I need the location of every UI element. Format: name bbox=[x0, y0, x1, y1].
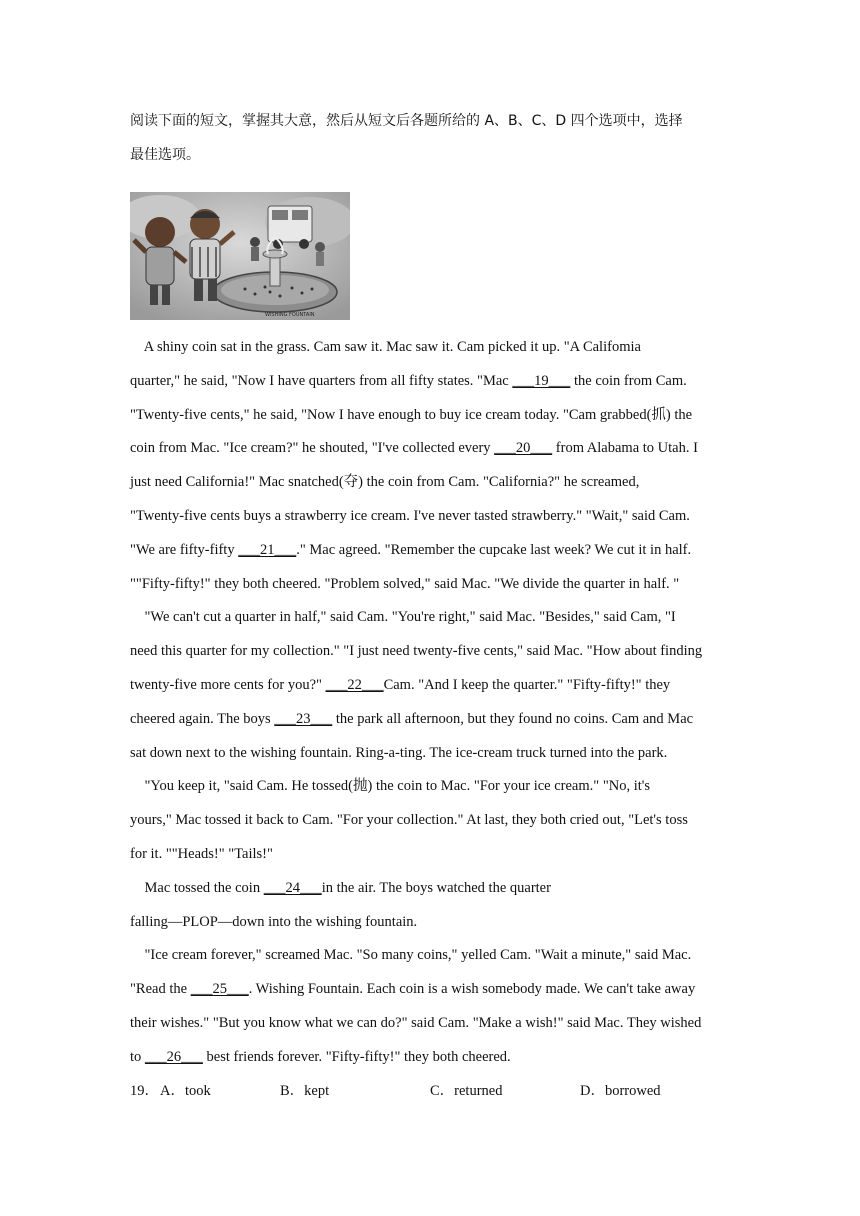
passage-text: "Ice cream forever," screamed Mac. "So many coins," yelled Cam. "Wait a minute," said Mac. bbox=[130, 947, 692, 964]
option-b: B．kept bbox=[280, 1083, 330, 1099]
passage-text: "You keep it, "said Cam. He tossed(抛) the coin to Mac. "For your ice cream." "No, it's bbox=[130, 778, 651, 795]
passage-line bbox=[130, 945, 691, 965]
passage-text: quarter," he said, "Now I have quarters from all fifty states. "Mac bbox=[130, 372, 513, 389]
answer-blank: ___24___ bbox=[263, 879, 322, 896]
passage-text: best friends forever. "Fifty-fifty!" they both cheered. bbox=[202, 1048, 511, 1065]
passage-text: coin from Mac. "Ice cream?" he shouted, "I've collected every bbox=[130, 440, 495, 457]
passage-line bbox=[130, 438, 698, 458]
answer-blank: ___26___ bbox=[144, 1048, 203, 1065]
passage-line bbox=[130, 506, 690, 526]
passage-text: . Wishing Fountain. Each coin is a wish somebody made. We can't take away bbox=[248, 981, 696, 998]
passage-text: "Twenty-five cents," he said, "Now I have enough to buy ice cream today. "Cam grabbed(抓) the bbox=[130, 406, 693, 423]
answer-blank: ___21___ bbox=[238, 541, 297, 558]
option-a: A．took bbox=[160, 1083, 211, 1099]
passage-text: Mac tossed the coin bbox=[130, 879, 264, 896]
passage-line bbox=[130, 1013, 701, 1033]
passage-line bbox=[130, 675, 670, 695]
passage-text: ." Mac agreed. "Remember the cupcake last week? We cut it in half. bbox=[296, 541, 692, 558]
answer-blank: ___22___ bbox=[325, 677, 384, 693]
option-c: C．returned bbox=[430, 1083, 503, 1099]
passage-text: need this quarter for my collection." "I just need twenty-five cents," said Mac. "How about finding bbox=[130, 643, 703, 660]
passage-line bbox=[130, 709, 693, 729]
passage-text: just need California!" Mac snatched(夺) the coin from Cam. "California?" he screamed, bbox=[130, 474, 640, 491]
instruction-line-1: 阅读下面的短文，掌握其大意，然后从短文后各题所给的 A、B、C、D 四个选项中，选择 bbox=[130, 113, 683, 129]
passage-text: their wishes." "But you know what we can do?" said Cam. "Make a wish!" said Mac. They wished bbox=[130, 1015, 702, 1031]
passage-line bbox=[130, 743, 667, 763]
passage-text: for it. ""Heads!" "Tails!" bbox=[130, 846, 273, 862]
passage-text: Cam. "And I keep the quarter." "Fifty-fifty!" they bbox=[383, 677, 671, 693]
passage-line bbox=[130, 337, 641, 357]
passage-line bbox=[130, 641, 702, 661]
passage-line bbox=[130, 810, 688, 830]
passage-text: to bbox=[130, 1048, 145, 1065]
passage-text: "We can't cut a quarter in half," said Cam. "You're right," said Mac. "Besides," said Cam, "I bbox=[130, 609, 676, 626]
passage-text: "We are fifty-fifty bbox=[130, 541, 239, 558]
passage-text: from Alabama to Utah. I bbox=[552, 440, 698, 457]
passage-text: cheered again. The boys bbox=[130, 710, 275, 727]
passage-text: ""Fifty-fifty!" they both cheered. "Problem solved," said Mac. "We divide the quarter in half. " bbox=[130, 575, 680, 592]
passage-line bbox=[130, 912, 417, 932]
passage-line bbox=[130, 776, 650, 796]
passage-line bbox=[130, 1047, 511, 1067]
illustration-boys-wishing-fountain bbox=[130, 192, 350, 320]
question-number: 19． bbox=[130, 1083, 159, 1099]
fountain-sign-text: WISHING FOUNTAIN bbox=[265, 312, 315, 318]
passage-text: twenty-five more cents for you?" bbox=[130, 677, 326, 693]
passage-line bbox=[130, 540, 691, 560]
passage-text: "Twenty-five cents buys a strawberry ice cream. I've never tasted strawberry." "Wait," said Cam. bbox=[130, 508, 690, 524]
passage-text: in the air. The boys watched the quarter bbox=[321, 879, 551, 896]
passage-line bbox=[130, 405, 692, 425]
passage-text: falling—PLOP—down into the wishing fountain. bbox=[130, 913, 418, 930]
answer-blank: ___19___ bbox=[512, 372, 571, 389]
passage-text: the park all afternoon, but they found no coins. Cam and Mac bbox=[332, 710, 694, 727]
answer-blank: ___23___ bbox=[274, 710, 333, 727]
passage-line bbox=[130, 574, 679, 594]
passage-line bbox=[130, 878, 551, 898]
passage-line bbox=[130, 371, 687, 391]
passage-text: the coin from Cam. bbox=[570, 372, 687, 389]
illustration-drawing bbox=[130, 192, 350, 320]
option-d: D．borrowed bbox=[580, 1083, 661, 1099]
passage-text: A shiny coin sat in the grass. Cam saw it. Mac saw it. Cam picked it up. "A Califomia bbox=[130, 339, 641, 355]
answer-blank: ___20___ bbox=[494, 440, 553, 457]
passage-line bbox=[130, 844, 273, 864]
answer-blank: ___25___ bbox=[190, 981, 249, 998]
passage-line bbox=[130, 607, 676, 627]
passage-line bbox=[130, 979, 695, 999]
passage-text: "Read the bbox=[130, 981, 191, 998]
passage-text: yours," Mac tossed it back to Cam. "For your collection." At last, they both cried out, "Let's toss bbox=[130, 812, 688, 829]
instruction-line-2: 最佳选项。 bbox=[130, 147, 200, 163]
passage-text: sat down next to the wishing fountain. Ring-a-ting. The ice-cream truck turned into the park. bbox=[130, 744, 668, 761]
passage-line bbox=[130, 472, 639, 492]
